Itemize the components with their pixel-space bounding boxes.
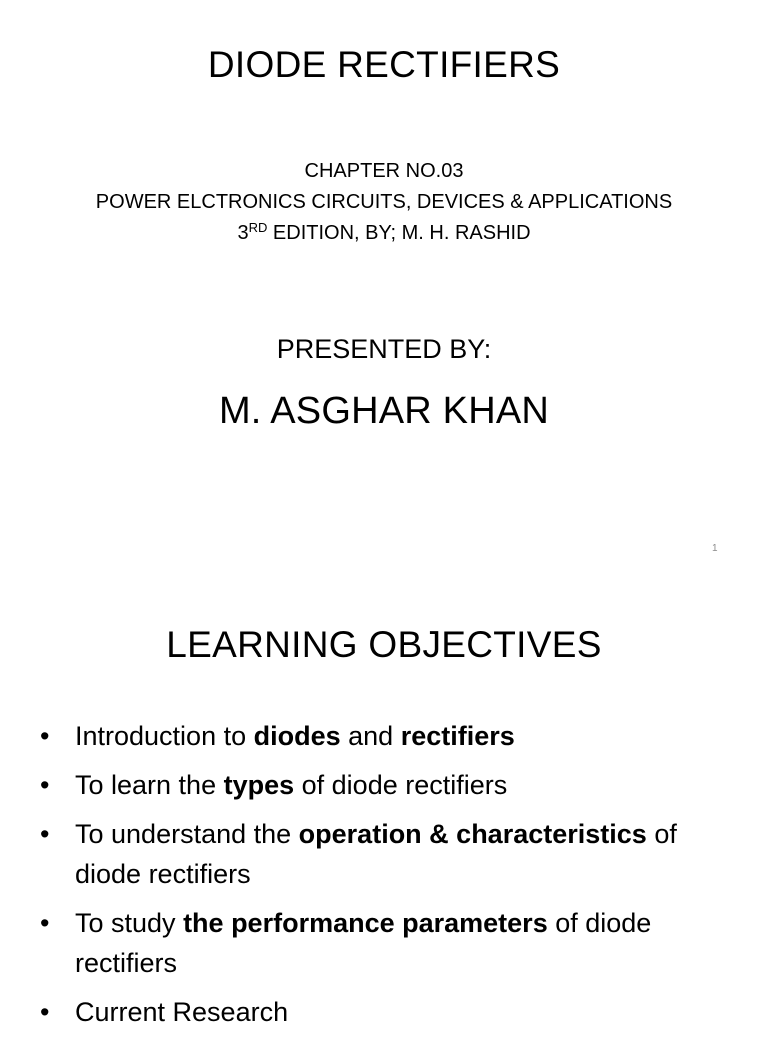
slide-title: LEARNING OBJECTIVES xyxy=(166,624,602,665)
list-item: • To learn the types of diode rectifiers xyxy=(40,765,740,805)
edition-author: EDITION, BY; M. H. RASHID xyxy=(267,222,531,244)
presented-by-label: PRESENTED BY: xyxy=(276,334,492,364)
edition-number: 3 xyxy=(237,222,249,244)
list-item: • To understand the operation & characteristics of diode rectifiers xyxy=(40,814,740,894)
bullet-icon: • xyxy=(40,908,50,938)
bullet-icon: • xyxy=(40,819,50,849)
list-item: • Current Research xyxy=(40,992,740,1032)
presenter-name: M. ASGHAR KHAN xyxy=(218,390,550,432)
chapter-number: CHAPTER NO.03 xyxy=(304,160,464,182)
chapter-info xyxy=(0,156,768,249)
objectives-slide xyxy=(0,576,768,1027)
list-item: • Introduction to diodes and rectifiers xyxy=(40,716,740,756)
bullet-icon: • xyxy=(40,997,50,1027)
list-item: • To study the performance parameters of diode rectifiers xyxy=(40,903,740,983)
slide-title: DIODE RECTIFIERS xyxy=(207,44,561,85)
book-title: POWER ELCTRONICS CIRCUITS, DEVICES & APPLICATIONS xyxy=(95,191,673,213)
page-number: 1 xyxy=(712,543,718,554)
bullet-icon: • xyxy=(40,721,50,751)
objectives-list xyxy=(40,716,740,1041)
bullet-icon: • xyxy=(40,770,50,800)
edition-superscript: RD xyxy=(248,220,268,235)
edition-line xyxy=(0,218,768,249)
